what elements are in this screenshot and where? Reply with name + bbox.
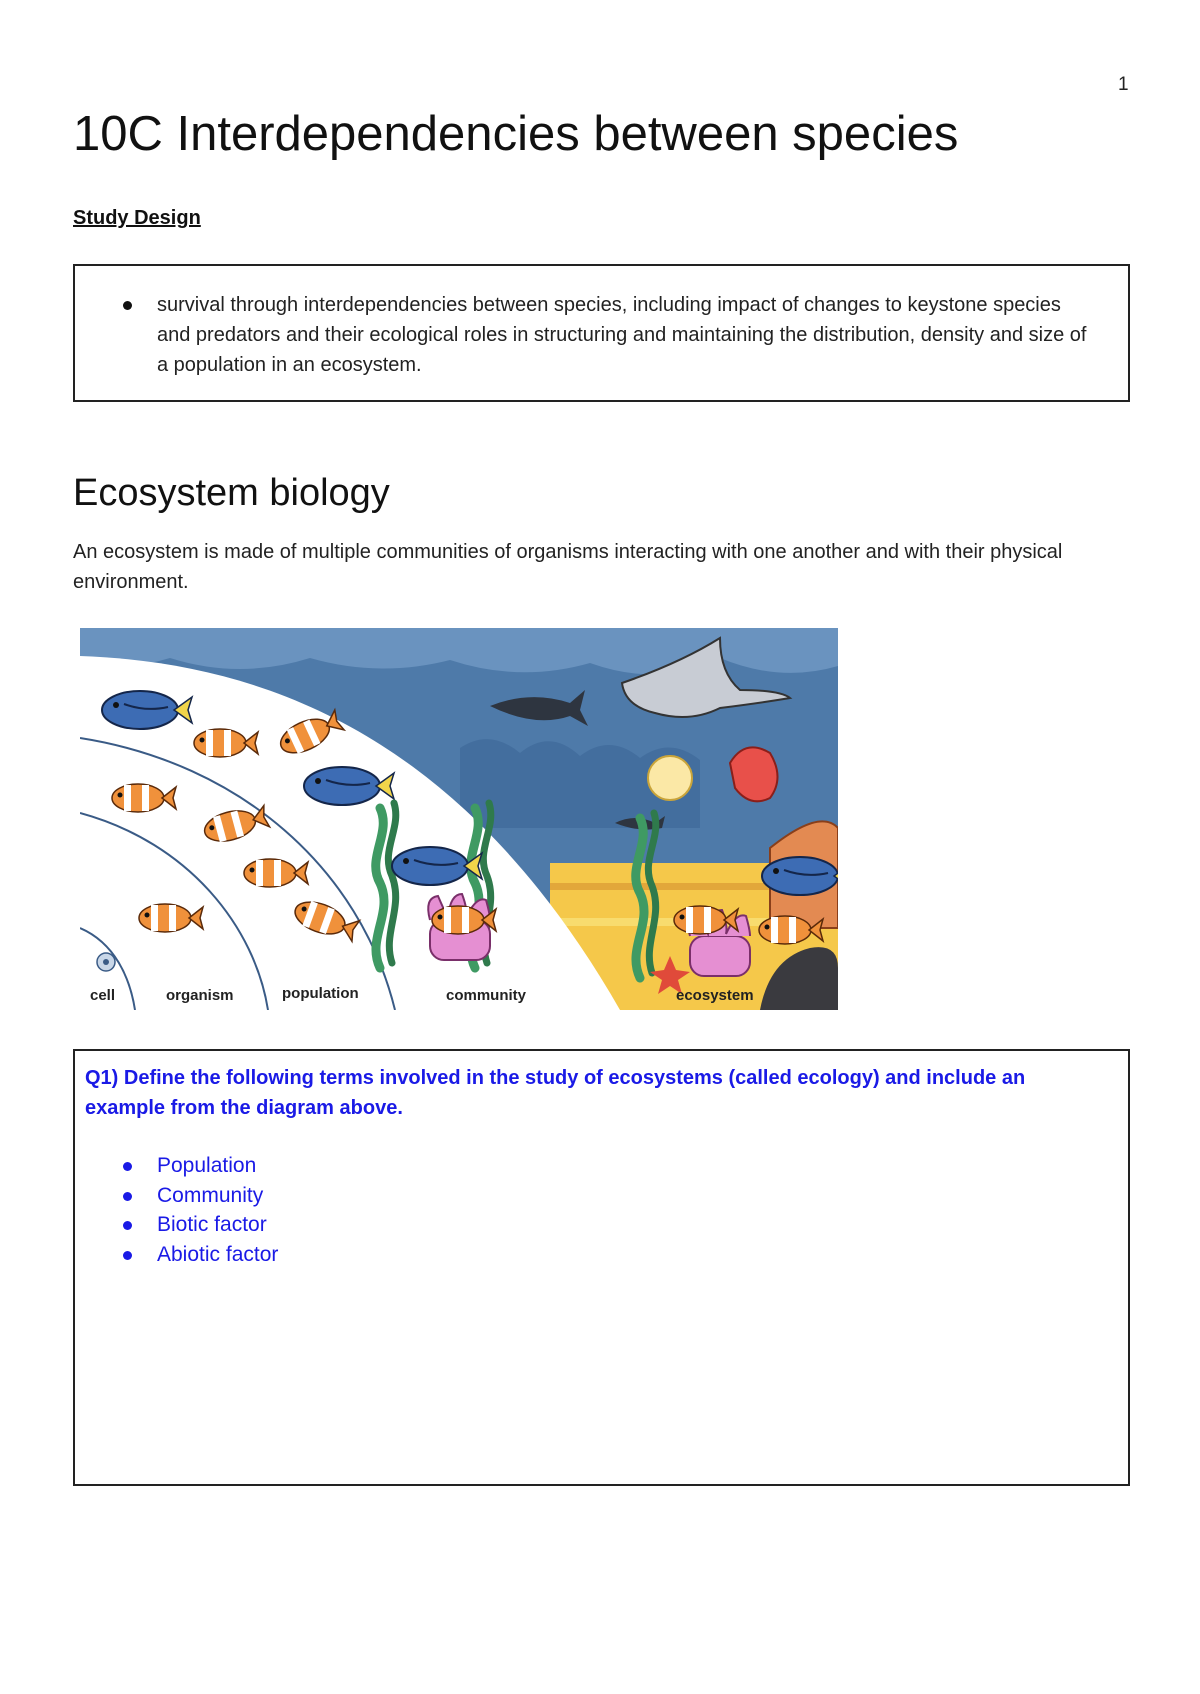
page-title: 10C Interdependencies between species	[73, 107, 959, 161]
bullet-icon	[123, 1192, 132, 1201]
question-box	[73, 1049, 1130, 1486]
term-item	[75, 1240, 278, 1270]
question-terms-list	[75, 1151, 278, 1269]
label-organism: organism	[166, 987, 234, 1004]
ecosystem-diagram	[80, 628, 838, 1010]
term-item	[75, 1151, 278, 1181]
label-cell: cell	[90, 987, 116, 1004]
label-community: community	[446, 987, 527, 1004]
bullet-icon	[123, 1221, 132, 1230]
intro-paragraph: An ecosystem is made of multiple communities of organisms interacting with one another and with their physical environment.	[73, 541, 1063, 593]
section-heading: Ecosystem biology	[73, 472, 390, 514]
study-design-point	[75, 290, 1098, 380]
term-population: Population	[157, 1154, 257, 1177]
term-biotic-factor: Biotic factor	[157, 1213, 267, 1236]
study-design-list	[75, 290, 1098, 380]
bullet-icon	[123, 1162, 132, 1171]
question-title: Q1) Define the following terms involved in the study of ecosystems (called ecology) and include an example from the diagram above.	[85, 1067, 1026, 1119]
term-community: Community	[157, 1183, 264, 1207]
page-number: 1	[1118, 74, 1129, 95]
study-design-point-text: survival through interdependencies between species, including impact of changes to keystone species and predators and their ecological roles in structuring and maintaining the distribution, density and size of a population in an ecosystem.	[157, 294, 1087, 376]
study-design-heading: Study Design	[73, 207, 201, 229]
bullet-icon	[123, 301, 132, 310]
term-abiotic-factor: Abiotic factor	[157, 1242, 279, 1266]
label-population: population	[282, 985, 359, 1002]
term-item	[75, 1181, 278, 1211]
term-item	[75, 1210, 278, 1240]
bullet-icon	[123, 1251, 132, 1260]
study-design-box	[73, 264, 1130, 402]
label-ecosystem: ecosystem	[676, 987, 754, 1004]
